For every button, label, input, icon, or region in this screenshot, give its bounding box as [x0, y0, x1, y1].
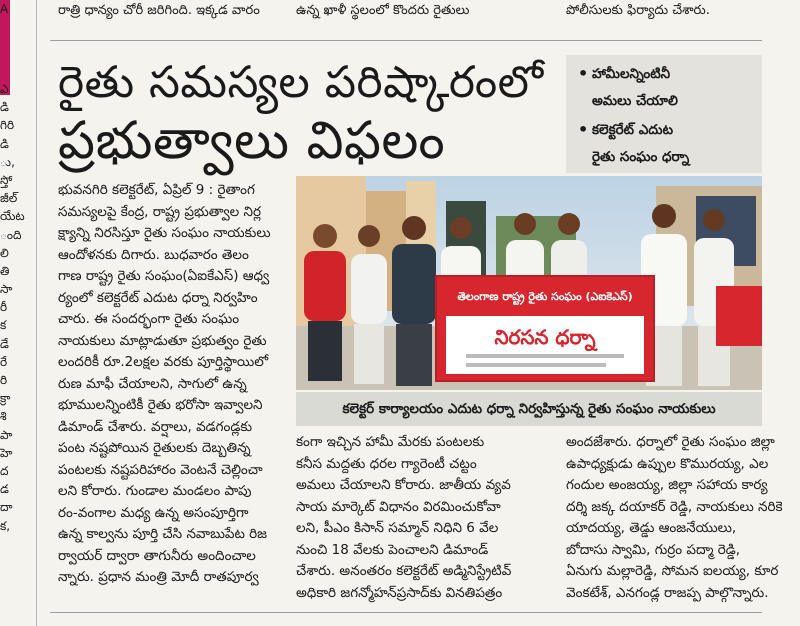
fragment-char: స్తో — [0, 172, 13, 187]
bullet-icon: • — [578, 64, 589, 83]
fragment-char: రే — [0, 354, 8, 369]
bullet-icon: • — [578, 120, 589, 139]
highlight-item-1: • హామీలన్నింటినీ — [578, 64, 671, 83]
article-line: చేశారు. అనంతరం కలెక్టరేట్ అడ్మినిస్ట్రేటివ్ — [296, 563, 512, 579]
article-line: నాయకులు మాట్లాడుతూ ప్రభుత్వం రైతు — [58, 332, 267, 349]
fragment-char: క్రా — [0, 391, 11, 406]
article-line: లని, పీఎం కిసాన్ సమ్మాన్ నిధిని 6 వేల — [296, 520, 499, 536]
article-line: రుణ మాఫీ చేయాలని, సాగులో ఉన్న — [58, 375, 247, 392]
article-column-2 — [296, 432, 511, 604]
fragment-char: పా — [0, 427, 13, 442]
article-line: క్ష్యాన్ని నిరసిస్తూ రైతు సంఘం నాయకులు — [58, 225, 271, 241]
page-bottom-rule — [50, 612, 762, 613]
article-line: గాణ రాష్ట్ర రైతు సంఘం(ఏఐకేఎస్) ఆధ్వ — [58, 268, 270, 284]
article-line: భూములన్నింటికీ రైతు భరోసా ఇవ్వాలని — [58, 397, 263, 413]
article-line: సాయ మార్కెట్ విధానం విరమించుకోవా — [296, 498, 501, 515]
fragment-char: తి — [0, 263, 10, 278]
column-divider — [36, 0, 37, 626]
article-line: భువనగిరి కలెక్టరేట్, ఏప్రిల్ 9 : రైతాంగ — [58, 182, 255, 198]
fragment-char: ంది — [0, 227, 22, 242]
fragment-char: ఎ — [0, 82, 9, 96]
fragment-char: శి — [0, 409, 7, 424]
top-strip-col1: రాత్రి ధాన్యం చోరీ జరిగింది. ఇక్కడ వారం — [58, 3, 260, 18]
article-line: ఏనుగు మల్లారెడ్డి, సోమన ఐలయ్య, కూర — [566, 563, 779, 579]
top-strip-col3: పోలీసులకు ఫిర్యాదు చేశారు. — [566, 3, 710, 18]
highlight-item-2b: రైతు సంఘం ధర్నా — [592, 149, 690, 165]
fragment-char: లి — [0, 245, 9, 260]
highlight-item-2: • కలెక్టరేట్ ఎదుట — [578, 120, 674, 139]
fragment-char: క, — [0, 518, 11, 533]
article-line: లని కోరారు. గుండాల మండలం పాపు — [58, 483, 252, 499]
fragment-char: దా — [0, 500, 13, 515]
article-column-1 — [58, 180, 271, 589]
fragment-char: డి — [0, 136, 9, 151]
fragment-char: ు, — [0, 154, 15, 169]
article-line: వెంకటేశ్, ఎనగండ్ల రాజప్ప పాల్గొన్నారు. — [566, 584, 769, 601]
adjacent-column-fragment — [0, 0, 25, 626]
article-line: కనీస మద్దతు ధరల గ్యారెంటీ చట్టం — [296, 455, 477, 472]
article-line: పంట నష్టపోయిన రైతులకు దెబ్బతిన్న — [58, 440, 251, 456]
article-column-3 — [566, 432, 783, 604]
article-line: న్నారు. ప్రధాన మంత్రి మోదీ రాతపూర్వ — [58, 569, 259, 585]
fragment-char: A — [0, 2, 9, 16]
fragment-char: డి — [0, 100, 9, 115]
news-photo — [296, 176, 762, 390]
banner-title: తెలంగాణ రాష్ట్ర రైతు సంఘం (ఎఐకెఎస్) — [457, 290, 633, 303]
article-line: ఆందోళనకు దిగారు. బుధవారం తెలం — [58, 246, 249, 263]
article-line: రం-వంగాల మధ్య ఉన్న అసంపూర్తిగా — [58, 504, 249, 521]
article-line: డిమాండ్ చేశారు. వర్షాలు, వడగండ్లకు — [58, 418, 253, 435]
fragment-char: డ — [0, 482, 9, 497]
fragment-char: గిరి — [0, 118, 15, 133]
protest-photo-illustration — [296, 176, 762, 390]
article-line: కంగా ఇచ్చిన హామీ మేరకు పంటలకు — [296, 434, 485, 450]
article-line: దర్శి జక్క దయాకర్ రెడ్డి, నాయకులు నరికె — [566, 498, 783, 515]
article-line: ఉన్న కాల్వను పూర్తి చేసి నవాబుపేట రిజ — [58, 526, 268, 542]
article-line: గందుల అంజయ్య, జిల్లా సహాయ కార్య — [566, 477, 768, 493]
article-line: చారు. ఈ సందర్భంగా రైతు సంఘం — [58, 311, 240, 327]
highlight-item-1b: అమలు చేయాలి — [592, 93, 678, 109]
highlights-box — [566, 55, 762, 173]
banner-slogan: నిరసన ధర్నా — [494, 325, 596, 349]
headline-line2: ప్రభుత్వాలు విఫలం — [58, 111, 446, 171]
fragment-char: హె — [0, 445, 13, 460]
article-line: సమస్యలపై కేంద్ర, రాష్ట్ర ప్రభుత్వాల నిర్ల — [58, 203, 262, 220]
article-line: పంటలకు నష్టపరిహారం వెంటనే చెల్లించా — [58, 461, 263, 478]
article-line: ఉపాధ్యక్షుడు ఉప్పుల కొమురయ్య, ఎల — [566, 455, 769, 472]
article-line: ర్యంలో కలెక్టరేట్ ఎదుట ధర్నా నిర్వహిం — [58, 289, 258, 306]
article-line: లందరికీ రూ.2లక్షల వరకు పూర్తిస్థాయిలో — [58, 354, 269, 370]
fragment-char: జీల్ — [0, 191, 18, 206]
photo-caption: కలెక్టర్ కార్యాలయం ఎదుట ధర్నా నిర్వహిస్తున్న రైతు సంఘం నాయకులు — [296, 392, 762, 426]
fragment-char: రి — [0, 373, 8, 387]
section-divider — [50, 40, 762, 41]
article-line: అందజేశారు. ధర్నాలో రైతు సంఘం జిల్లా — [566, 434, 775, 450]
article-line: అమలు చేయాలని కోరారు. జాతీయ వ్యవ — [296, 477, 511, 493]
fragment-char: సా — [0, 282, 13, 297]
headline-line1: రైతు సమస్యల పరిష్కారంలో — [58, 57, 544, 108]
article-line: నుంచి 18 వేలకు పెంచాలని డిమాండ్ — [296, 541, 489, 558]
top-strip-col2: ఉన్న ఖాళీ స్థలంలో కొందరు రైతులు — [296, 3, 470, 18]
fragment-char: డే — [0, 336, 9, 351]
article-line: ర్వాయర్ ద్వారా తాగునీరు అందించాల — [58, 547, 256, 564]
fragment-char: ద — [0, 463, 9, 478]
fragment-char: రీ — [0, 300, 8, 315]
article-line: బోదాసు స్వామి, గుర్రం పద్మా రెడ్డి, — [566, 541, 741, 558]
fragment-char: యేట — [0, 209, 25, 224]
article-line: యాదయ్య, తెడ్డు ఆంజనేయులు, — [566, 520, 737, 536]
fragment-char: క — [0, 318, 7, 333]
article-line: అధికారి జగన్మోహన్‌ప్రసాద్‌కు వినతిపత్రం — [296, 584, 503, 601]
